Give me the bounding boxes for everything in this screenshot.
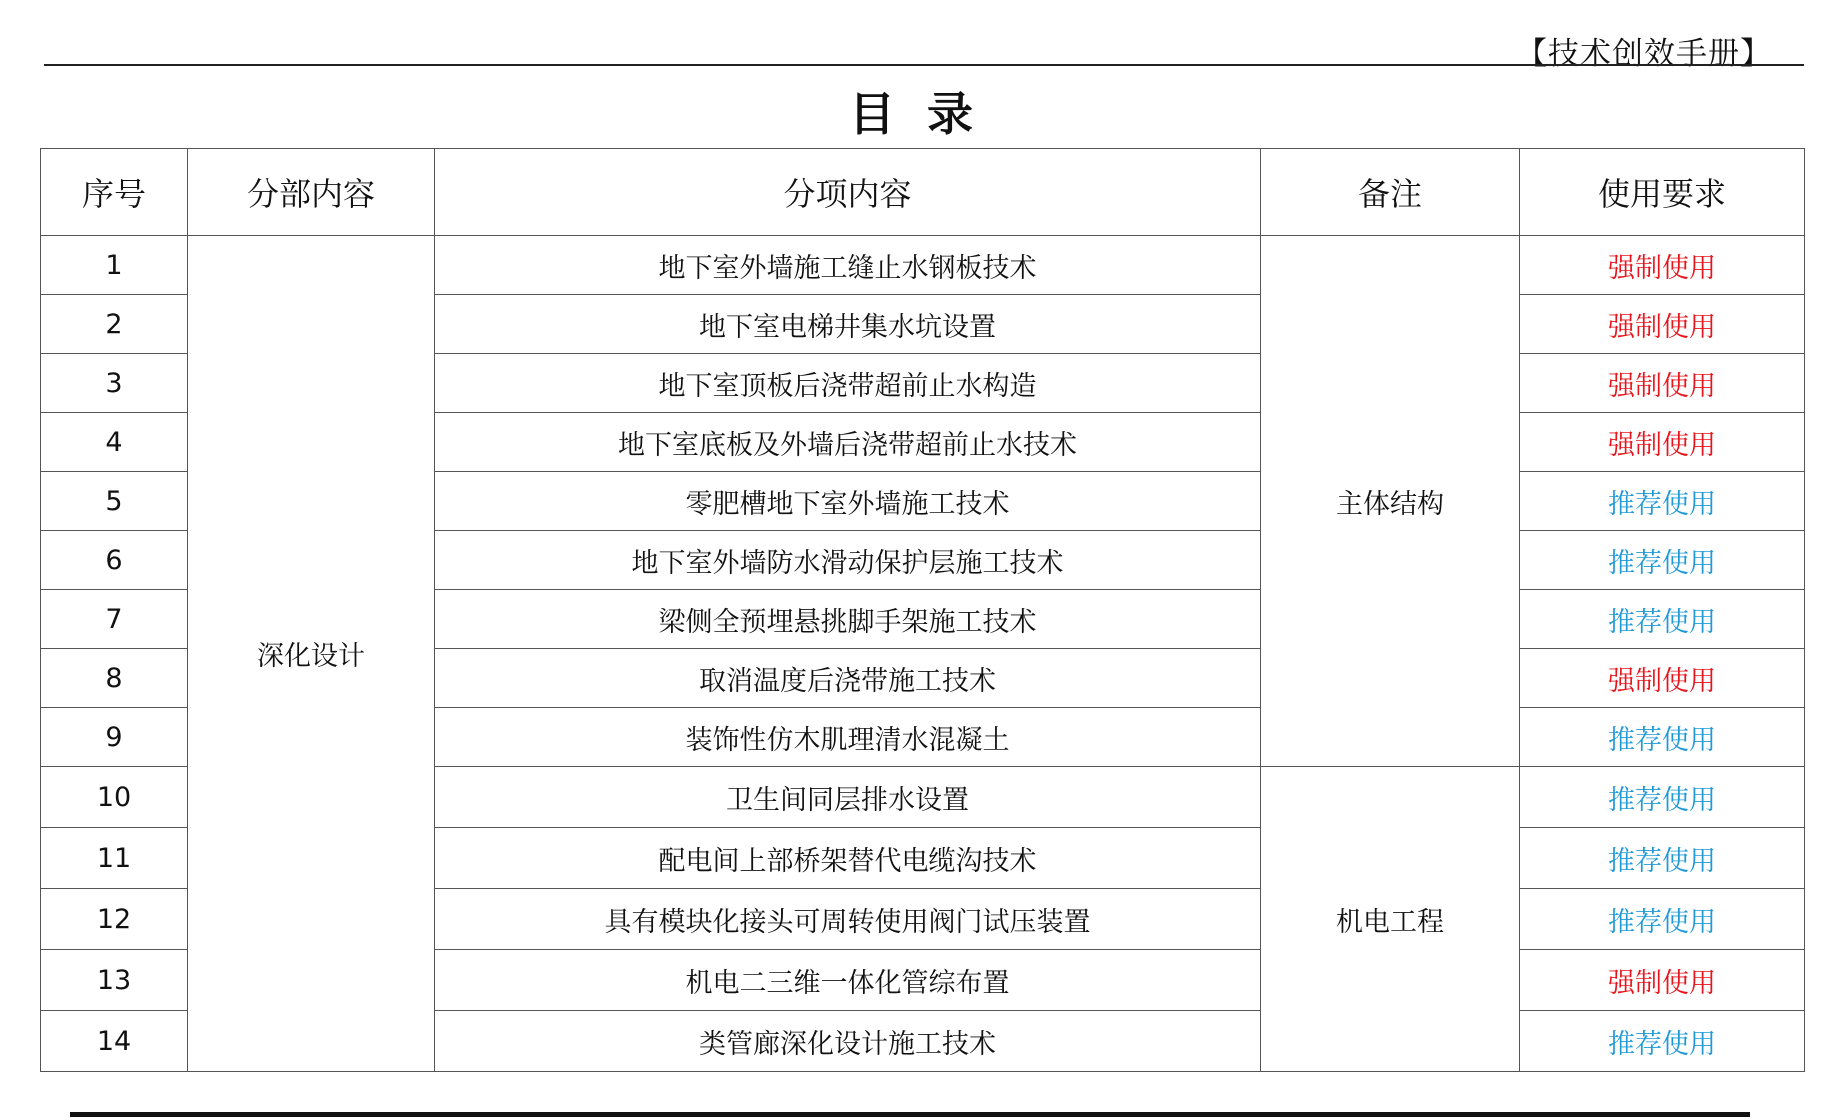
row-number: 10 [41, 767, 188, 828]
item-name: 梁侧全预埋悬挑脚手架施工技术 [435, 590, 1261, 649]
requirement-cell: 强制使用 [1520, 295, 1805, 354]
item-name: 卫生间同层排水设置 [435, 767, 1261, 828]
row-number: 1 [41, 236, 188, 295]
requirement-cell: 推荐使用 [1520, 1011, 1805, 1072]
item-name: 地下室外墙防水滑动保护层施工技术 [435, 531, 1261, 590]
page-title: 目 录 [848, 87, 981, 141]
column-header-requirement: 使用要求 [1520, 149, 1805, 236]
item-name: 零肥槽地下室外墙施工技术 [435, 472, 1261, 531]
table-header-row [41, 149, 1805, 236]
row-number: 14 [41, 1011, 188, 1072]
row-number: 9 [41, 708, 188, 767]
header-divider [44, 64, 1804, 66]
requirement-cell: 推荐使用 [1520, 531, 1805, 590]
requirement-cell: 推荐使用 [1520, 889, 1805, 950]
column-header-no: 序号 [41, 149, 188, 236]
requirement-cell: 强制使用 [1520, 413, 1805, 472]
table-body [41, 236, 1805, 1072]
requirement-cell: 强制使用 [1520, 236, 1805, 295]
requirement-cell: 强制使用 [1520, 649, 1805, 708]
row-number: 2 [41, 295, 188, 354]
footer-divider [70, 1112, 1750, 1117]
row-number: 12 [41, 889, 188, 950]
remark-cell-structure: 主体结构 [1261, 236, 1520, 767]
requirement-cell: 推荐使用 [1520, 767, 1805, 828]
manual-header-label: 【技术创效手册】 [1516, 36, 1772, 72]
requirement-cell: 强制使用 [1520, 354, 1805, 413]
row-number: 4 [41, 413, 188, 472]
item-name: 机电二三维一体化管综布置 [435, 950, 1261, 1011]
requirement-cell: 推荐使用 [1520, 828, 1805, 889]
item-name: 地下室外墙施工缝止水钢板技术 [435, 236, 1261, 295]
item-name: 配电间上部桥架替代电缆沟技术 [435, 828, 1261, 889]
table-row [41, 236, 1805, 295]
requirement-cell: 推荐使用 [1520, 708, 1805, 767]
contents-table [40, 148, 1805, 1072]
item-name: 取消温度后浇带施工技术 [435, 649, 1261, 708]
item-name: 地下室电梯井集水坑设置 [435, 295, 1261, 354]
row-number: 13 [41, 950, 188, 1011]
row-number: 5 [41, 472, 188, 531]
row-number: 3 [41, 354, 188, 413]
item-name: 具有模块化接头可周转使用阀门试压装置 [435, 889, 1261, 950]
row-number: 7 [41, 590, 188, 649]
requirement-cell: 推荐使用 [1520, 590, 1805, 649]
column-header-item: 分项内容 [435, 149, 1261, 236]
division-cell: 深化设计 [188, 236, 435, 1072]
item-name: 地下室底板及外墙后浇带超前止水技术 [435, 413, 1261, 472]
item-name: 地下室顶板后浇带超前止水构造 [435, 354, 1261, 413]
item-name: 类管廊深化设计施工技术 [435, 1011, 1261, 1072]
column-header-remark: 备注 [1261, 149, 1520, 236]
column-header-division: 分部内容 [188, 149, 435, 236]
row-number: 8 [41, 649, 188, 708]
requirement-cell: 推荐使用 [1520, 472, 1805, 531]
row-number: 6 [41, 531, 188, 590]
requirement-cell: 强制使用 [1520, 950, 1805, 1011]
row-number: 11 [41, 828, 188, 889]
remark-cell-mep: 机电工程 [1261, 767, 1520, 1072]
item-name: 装饰性仿木肌理清水混凝土 [435, 708, 1261, 767]
